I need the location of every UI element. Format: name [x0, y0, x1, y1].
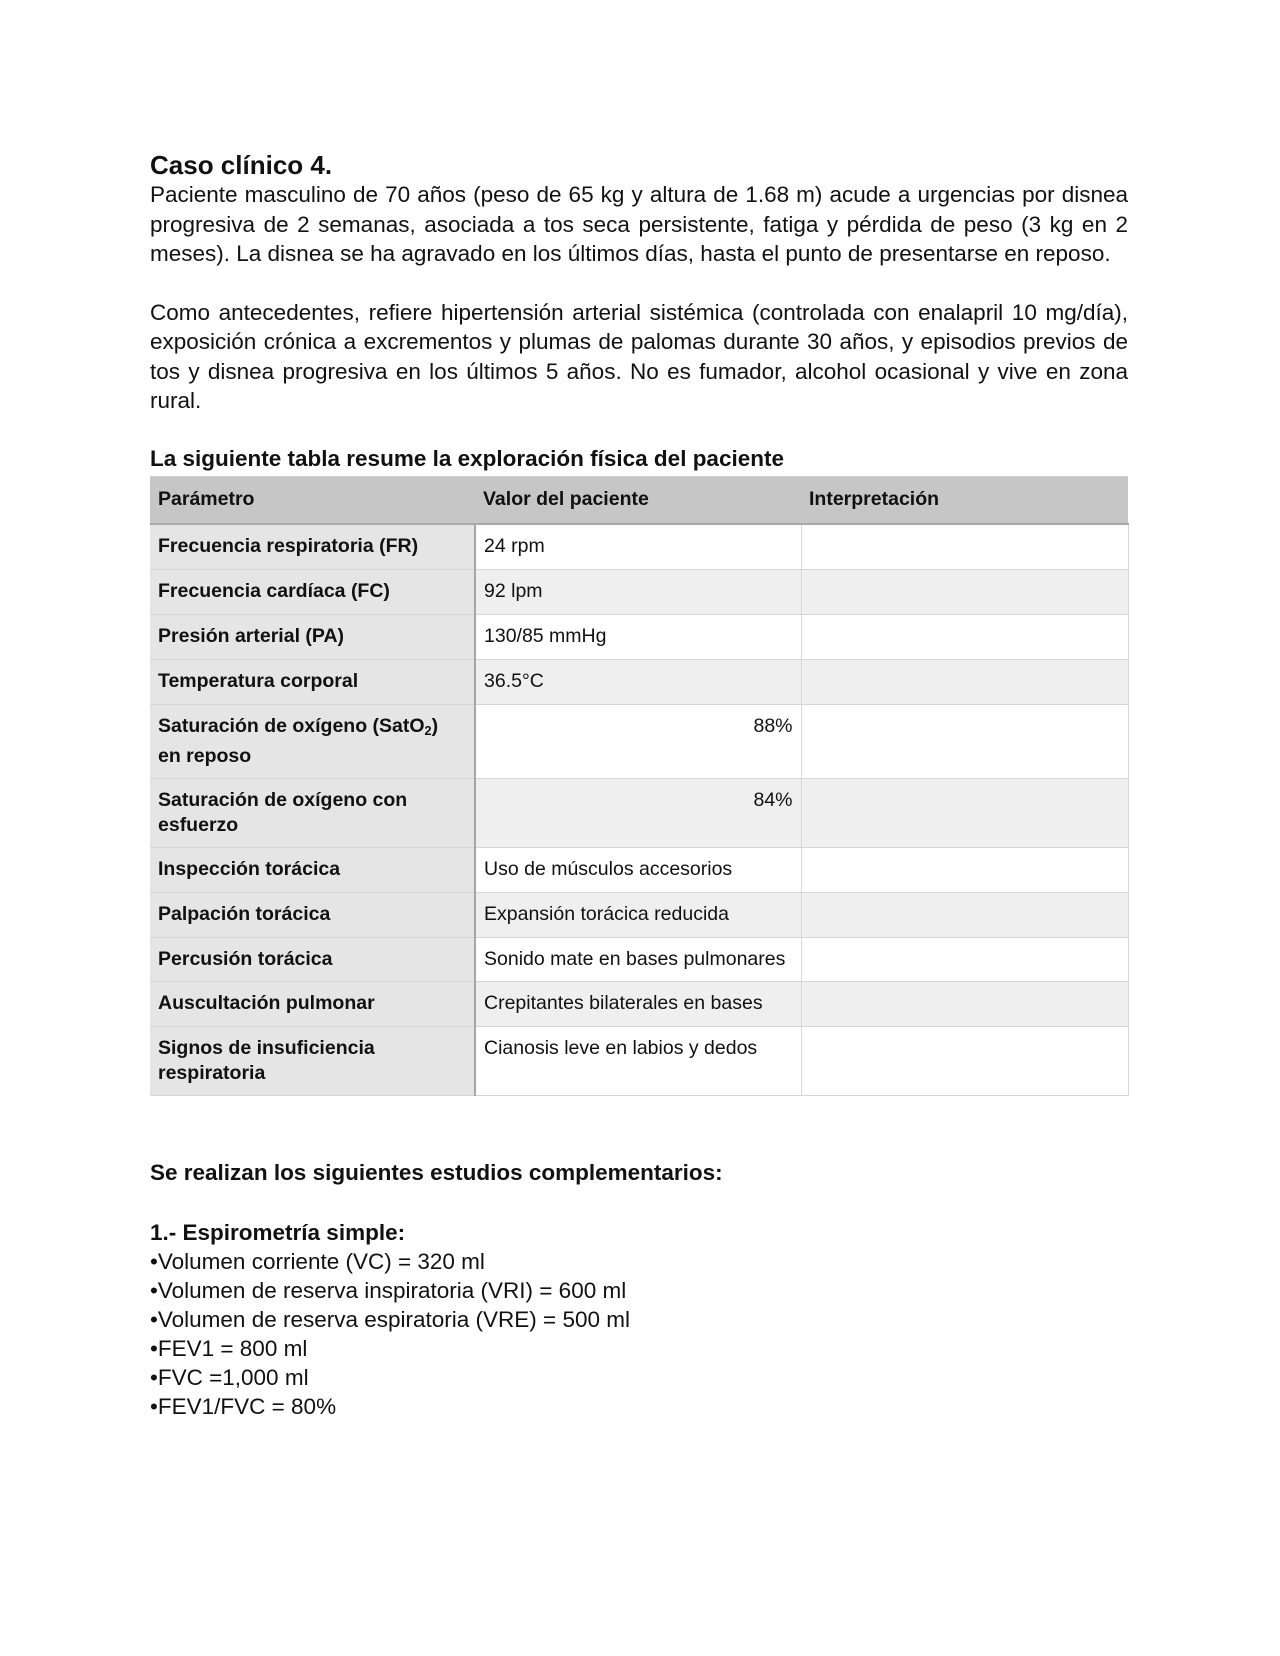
row-interpretation	[801, 524, 1128, 570]
column-header-interpretation: Interpretación	[801, 476, 1128, 524]
row-parameter: Saturación de oxígeno con esfuerzo	[150, 778, 475, 847]
row-parameter: Auscultación pulmonar	[150, 981, 475, 1026]
row-parameter: Temperatura corporal	[150, 659, 475, 704]
row-interpretation	[801, 1026, 1128, 1095]
physical-exam-table	[150, 476, 1129, 1096]
row-value: 84%	[475, 778, 801, 847]
table-row	[150, 778, 1128, 847]
row-interpretation	[801, 847, 1128, 892]
table-row	[150, 1026, 1128, 1095]
row-interpretation	[801, 937, 1128, 981]
row-value: 92 lpm	[475, 569, 801, 614]
row-interpretation	[801, 981, 1128, 1026]
row-interpretation	[801, 892, 1128, 937]
row-parameter: Frecuencia respiratoria (FR)	[150, 524, 475, 570]
table-row	[150, 524, 1128, 570]
row-parameter: Percusión torácica	[150, 937, 475, 981]
row-value: Expansión torácica reducida	[475, 892, 801, 937]
row-value: 36.5°C	[475, 659, 801, 704]
list-item: •Volumen de reserva inspiratoria (VRI) = 600 ml	[150, 1277, 627, 1303]
exam-table-heading: La siguiente tabla resume la exploración física del paciente	[150, 445, 784, 471]
table-row	[150, 704, 1128, 778]
row-parameter: Palpación torácica	[150, 892, 475, 937]
column-header-parameter: Parámetro	[150, 476, 475, 524]
table-header-row	[150, 476, 1128, 524]
row-parameter-subscript: 2	[424, 723, 432, 738]
row-parameter: Frecuencia cardíaca (FC)	[150, 569, 475, 614]
spirometry-title: 1.- Espirometría simple:	[150, 1219, 406, 1245]
row-interpretation	[801, 659, 1128, 704]
row-value: Sonido mate en bases pulmonares	[475, 937, 801, 981]
row-value: 24 rpm	[475, 524, 801, 570]
row-parameter-suffix: ) en reposo	[158, 714, 439, 767]
row-parameter: Signos de insuficiencia respiratoria	[150, 1026, 475, 1095]
list-item: •FEV1 = 800 ml	[150, 1335, 308, 1361]
row-value: Crepitantes bilaterales en bases	[475, 981, 801, 1026]
column-header-value: Valor del paciente	[475, 476, 801, 524]
row-value: 130/85 mmHg	[475, 614, 801, 659]
document-page	[150, 150, 1128, 1421]
row-parameter	[150, 704, 475, 778]
list-item: •FEV1/FVC = 80%	[150, 1393, 337, 1419]
list-item: •Volumen corriente (VC) = 320 ml	[150, 1248, 485, 1274]
case-title: Caso clínico 4.	[150, 150, 333, 180]
row-interpretation	[801, 778, 1128, 847]
row-value: Uso de músculos accesorios	[475, 847, 801, 892]
table-row	[150, 892, 1128, 937]
row-parameter: Inspección torácica	[150, 847, 475, 892]
case-paragraph-presentation: Paciente masculino de 70 años (peso de 65 kg y altura de 1.68 m) acude a urgencias por disnea progresiva de 2 semanas, asociada a tos seca persistente, fatiga y pérdida de peso (3 kg en 2 meses). La disnea se ha agravado en los últimos días, hasta el punto de presentarse en reposo.	[150, 182, 1128, 266]
spirometry-list	[150, 1247, 1128, 1421]
table-row	[150, 937, 1128, 981]
table-row	[150, 614, 1128, 659]
table-row	[150, 981, 1128, 1026]
row-interpretation	[801, 569, 1128, 614]
row-parameter-prefix: Saturación de oxígeno (SatO	[158, 714, 425, 737]
list-item: •FVC =1,000 ml	[150, 1364, 309, 1390]
row-value: 88%	[475, 704, 801, 778]
case-paragraph-history: Como antecedentes, refiere hipertensión arterial sistémica (controlada con enalapril 10 mg/día), exposición crónica a excrementos y plumas de palomas durante 30 años, y episodios previos de tos y disnea progresiva en los últimos 5 años. No es fumador, alcohol ocasional y vive en zona rural.	[150, 299, 1128, 413]
row-value: Cianosis leve en labios y dedos	[475, 1026, 801, 1095]
list-item: •Volumen de reserva espiratoria (VRE) = 500 ml	[150, 1306, 630, 1332]
row-interpretation	[801, 614, 1128, 659]
row-parameter: Presión arterial (PA)	[150, 614, 475, 659]
row-interpretation	[801, 704, 1128, 778]
studies-heading: Se realizan los siguientes estudios complementarios:	[150, 1159, 723, 1185]
table-row	[150, 569, 1128, 614]
table-row	[150, 847, 1128, 892]
table-row	[150, 659, 1128, 704]
